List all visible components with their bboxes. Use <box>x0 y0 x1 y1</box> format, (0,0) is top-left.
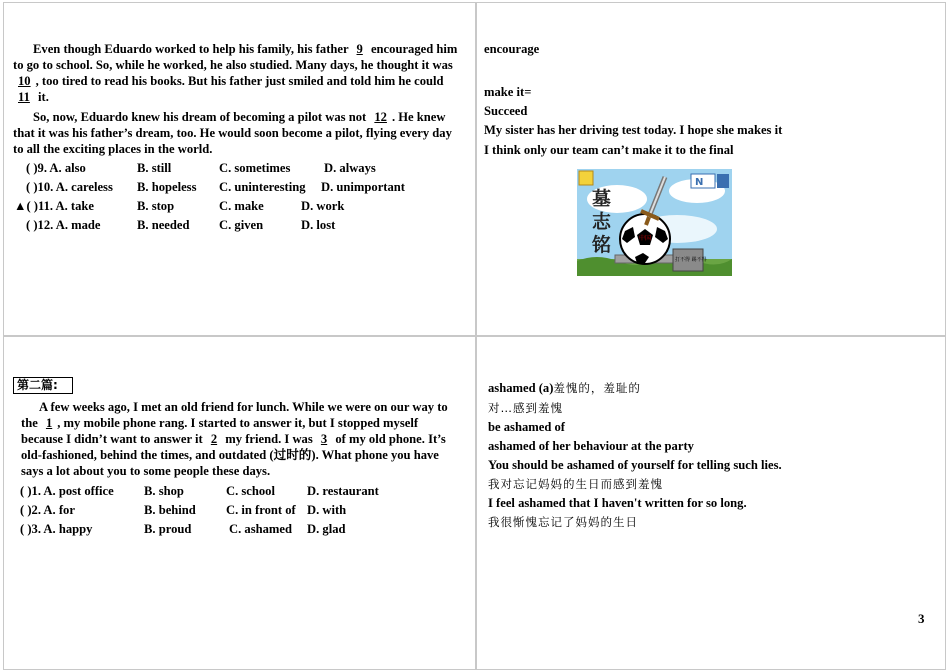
blank-3: 3 <box>320 432 328 446</box>
question-row: ( )12. A. made B. needed C. given D. lost <box>26 218 336 232</box>
svg-text:墓: 墓 <box>592 188 612 210</box>
note-line: ashamed (a)羞愧的，羞耻的 <box>488 381 641 395</box>
ball-text: 中国 <box>639 235 652 242</box>
epitaph-title-char <box>592 210 612 233</box>
note-line: Succeed <box>484 104 528 118</box>
vocabulary-notes-panel-2 <box>476 336 946 670</box>
blank-10: 10 <box>18 74 31 88</box>
question-row: ( )2. A. for B. behind C. in front of D. with <box>20 503 347 517</box>
note-line: My sister has her driving test today. I hope she makes it <box>484 123 783 137</box>
blank-9: 9 <box>356 42 363 56</box>
note-line: 我对忘记妈妈的生日而感到羞愧 <box>488 477 663 491</box>
passage-paragraph-2: So, now, Eduardo knew his dream of becoming a pilot was not 12 . He knew that it was his father’s dream, too. He would soon become a pilot, flying every day to all the exciting places in the world. <box>13 110 452 156</box>
note-line: I feel ashamed that I haven't written for so long. <box>488 496 747 510</box>
question-row: ▲( )11. A. take B. stop C. make D. work <box>14 199 345 213</box>
blank-11: 11 <box>18 90 30 104</box>
reading-passage-panel-2 <box>3 336 476 670</box>
question-row: ( )3. A. happy B. proud C. ashamed D. glad <box>20 522 346 536</box>
epitaph-cartoon-image <box>577 169 732 276</box>
tombstone-text: 打不得 踢不得 <box>675 257 707 263</box>
reading-passage-panel <box>3 2 476 336</box>
note-line: You should be ashamed of yourself for telling such lies. <box>488 458 782 472</box>
note-line: I think only our team can’t make it to the final <box>484 143 734 157</box>
logo-letter: N <box>695 177 704 188</box>
note-line: 我很惭愧忘记了妈妈的生日 <box>488 515 638 529</box>
note-line: make it= <box>484 85 532 99</box>
blank-12: 12 <box>374 110 387 124</box>
question-row: ( )10. A. careless B. hopeless C. uninteresting D. unimportant <box>26 180 405 194</box>
question-row: ( )9. A. also B. still C. sometimes D. always <box>26 161 376 175</box>
blank-2: 2 <box>210 432 218 446</box>
note-line: encourage <box>484 42 540 56</box>
epitaph-title-char <box>592 187 611 210</box>
note-line: be ashamed of <box>488 420 565 434</box>
passage-paragraph-1: Even though Eduardo worked to help his family, his father 9 encouraged him to go to school. So, while he worked, he also studied. Many days, he thought it was 10 , too tired to read his books. But his father just smiled and told him he could 11 it. <box>13 42 458 104</box>
svg-text:志: 志 <box>592 211 612 233</box>
question-row: ( )1. A. post office B. shop C. school D. restaurant <box>20 484 379 498</box>
section-label: 第二篇: <box>13 377 73 394</box>
blank-1: 1 <box>45 416 53 430</box>
page-number: 3 <box>918 611 925 626</box>
svg-text:铭: 铭 <box>592 234 612 256</box>
epitaph-title-char <box>591 233 611 256</box>
passage-paragraph: A few weeks ago, I met an old friend for lunch. While we were on our way to the 1 , my mobile phone rang. I started to answer it, but I stopped myself because I didn’t want to answer it 2 my friend. I was 3 of my old phone. It’s old-fashioned, behind the times, and outdated (过时的). What phone you have says a lot about you to some people these days. <box>21 400 448 478</box>
note-line: 对…感到羞愧 <box>488 401 563 415</box>
note-line: ashamed of her behaviour at the party <box>488 439 694 453</box>
vocabulary-notes-panel <box>476 2 946 336</box>
